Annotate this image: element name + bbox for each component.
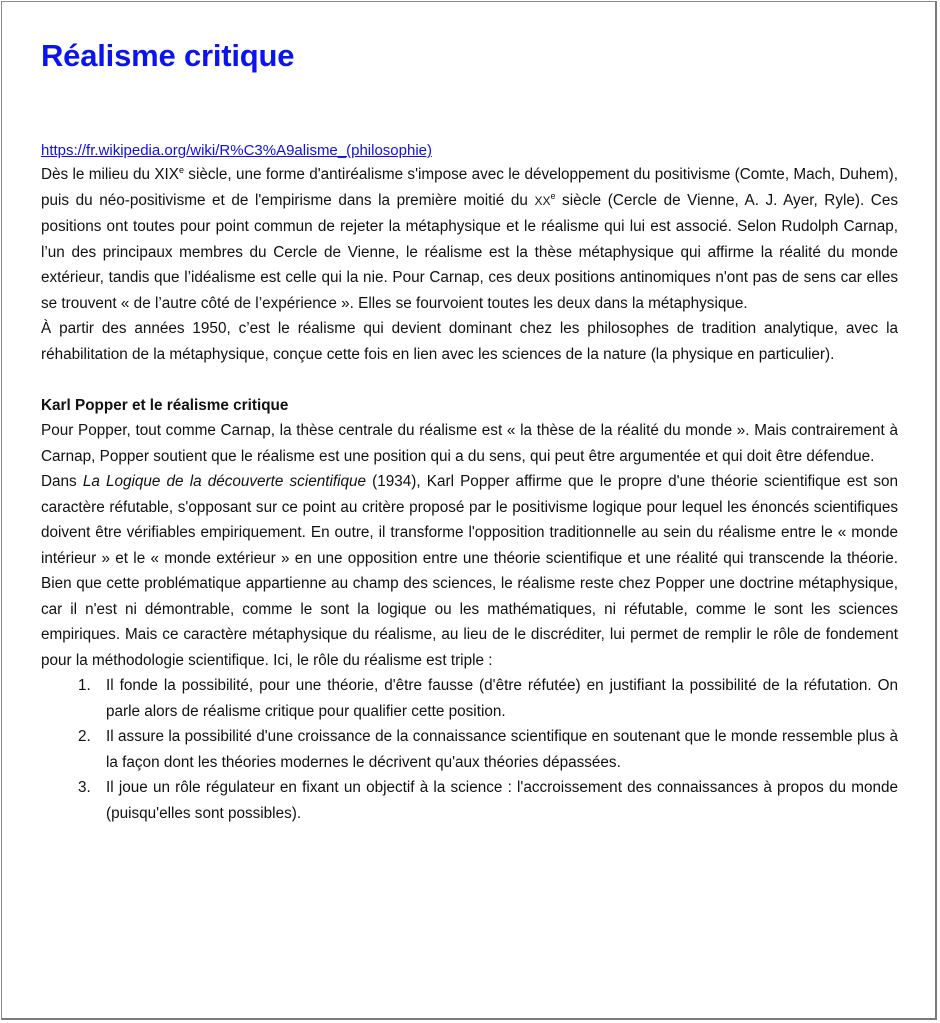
intro-paragraph-1: Dès le milieu du XIXe siècle, une forme d'antiréalisme s'impose avec le développement du positivisme (Comte, Mach, Duhem), puis du néo-positivisme et de l'empirisme dans la première moitié du XXe siècle (Cercle de Vienne, A. J. Ayer, Ryle). Ces positions ont toutes pour point commun de rejeter la métaphysique et le réalisme qui lui est associé. Selon Rudolph Carnap, l’un des principaux membres du Cercle de Vienne, le réalisme est la thèse métaphysique qui affirme la réalité du monde extérieur, tandis que l’idéalisme est celle qui la nie. Pour Carnap, ces deux positions antinomiques n'ont pas de sens car elles se trouvent « de l’autre côté de l’expérience ». Elles se fourvoient toutes les deux dans la métaphysique.	[41, 165, 898, 312]
source-link[interactable]: https://fr.wikipedia.org/wiki/R%C3%A9alisme_(philosophie)	[41, 142, 433, 159]
numbered-list	[41, 673, 898, 826]
intro-paragraph-2: À partir des années 1950, c’est le réalisme qui devient dominant chez les philosophes de tradition analytique, avec la réhabilitation de la métaphysique, conçue cette fois en lien avec les sciences de la nature (la physique en particulier).	[41, 320, 898, 363]
list-item: 1. Il fonde la possibilité, pour une théorie, d'être fausse (d'être réfutée) en justifiant la possibilité de la réfutation. On parle alors de réalisme critique pour qualifier cette position.	[78, 677, 898, 720]
blank-line	[41, 367, 898, 393]
list-item: 2. Il assure la possibilité d'une croissance de la connaissance scientifique en soutenant que le monde ressemble plus à la façon dont les théories modernes le décrivent qu'aux théories dépassées.	[78, 728, 898, 771]
list-item: 3. Il joue un rôle régulateur en fixant un objectif à la science : l'accroissement des connaissances à propos du monde (puisqu'elles sont possibles).	[78, 779, 898, 822]
book-title: La Logique de la découverte scientifique	[82, 473, 367, 490]
section-heading: Karl Popper et le réalisme critique	[41, 396, 289, 414]
section-paragraph-2: Dans La Logique de la découverte scientifique (1934), Karl Popper affirme que le propre d'une théorie scientifique est son caractère réfutable, s'opposant sur ce point au critère proposé par le positivisme logique pour lequel les énoncés scientifiques doivent être vérifiables empiriquement. En outre, il transforme l'opposition traditionnelle au sein du réalisme entre le « monde intérieur » et le « monde extérieur » en une opposition entre une théorie scientifique et une réalité qui transcende la théorie. Bien que cette problématique appartienne au champ des sciences, le réalisme reste chez Popper une doctrine métaphysique, car il n'est ni démontrable, comme le sont la logique ou les mathématiques, ni réfutable, comme le sont les sciences empiriques. Mais ce caractère métaphysique du réalisme, au lieu de le discréditer, lui permet de remplir le rôle de fondement pour la méthodologie scientifique. Ici, le rôle du réalisme est triple :	[41, 473, 898, 669]
body-text	[41, 162, 898, 826]
page-title: Réalisme critique	[41, 38, 295, 73]
document-page	[1, 1, 937, 1020]
section-paragraph-1: Pour Popper, tout comme Carnap, la thèse centrale du réalisme est « la thèse de la réalité du monde ». Mais contrairement à Carnap, Popper soutient que le réalisme est une position qui a du sens, qui peut être argumentée et qui doit être défendue.	[41, 422, 898, 465]
